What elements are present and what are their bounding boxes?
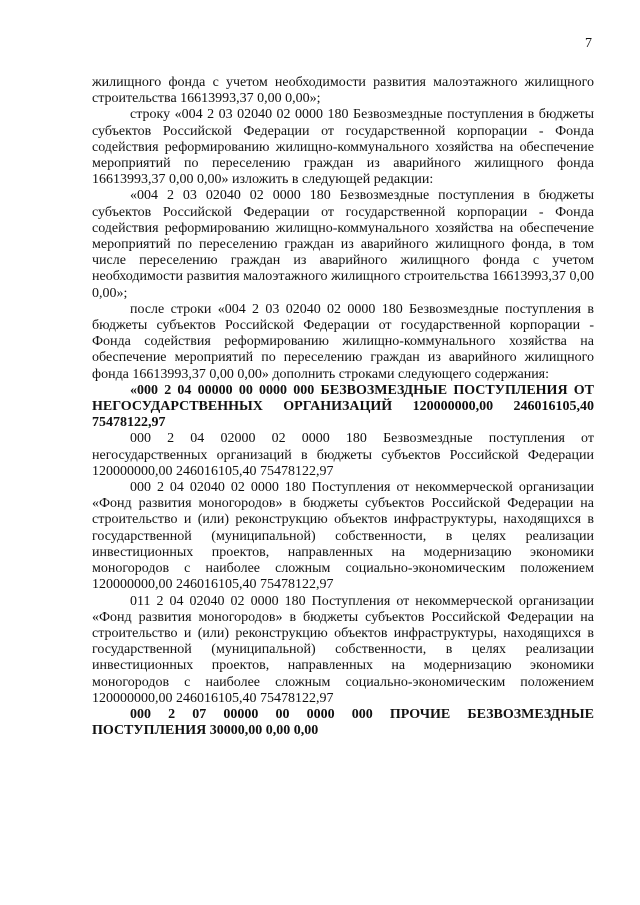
- document-body: [92, 75, 594, 739]
- paragraph-budget-line-02000: 000 2 04 02000 02 0000 180 Безвозмездные поступления от негосударственных организаций в бюджеты субъектов Российской Федерации 120000000,00 246016105,40 75478122,97: [92, 431, 594, 479]
- page-number: 7: [585, 36, 592, 51]
- paragraph-budget-line-000-02040: 000 2 04 02040 02 0000 180 Поступления от некоммерческой организации «Фонд развития моногородов» в бюджеты субъектов Российской Федерации на строительство и (или) реконструкцию объектов инфраструктуры, находящихся в государственной (муниципальной) собственности, в целях реализации инвестиционных проектов, направленных на модернизацию экономики моногородов с наиболее сложным социально-экономическим положением 120000000,00 246016105,40 75478122,97: [92, 480, 594, 593]
- paragraph-amendment-new: «004 2 03 02040 02 0000 180 Безвозмездные поступления в бюджеты субъектов Российской Федерации от государственной корпорации - Фонда содействия реформированию жилищно-коммунального хозяйства на обеспечение мероприятий по переселению граждан из аварийного жилищного фонда, в том числе переселению граждан из аварийного жилищного фонда с учетом необходимости развития малоэтажного жилищного строительства 16613993,37 0,00 0,00»;: [92, 188, 594, 301]
- paragraph-amendment-original: строку «004 2 03 02040 02 0000 180 Безвозмездные поступления в бюджеты субъектов Российской Федерации от государственной корпорации - Фонда содействия реформированию жилищно-коммунального хозяйства на обеспечение мероприятий по переселению граждан из аварийного жилищного фонда 16613993,37 0,00 0,00» изложить в следующей редакции:: [92, 107, 594, 188]
- paragraph-insert-instruction: после строки «004 2 03 02040 02 0000 180 Безвозмездные поступления в бюджеты субъектов Российской Федерации от государственной корпорации - Фонда содействия реформированию жилищно-коммунального хозяйства на обеспечение мероприятий по переселению граждан из аварийного жилищного фонда 16613993,37 0,00 0,00» дополнить строками следующего содержания:: [92, 301, 594, 382]
- paragraph-budget-line-011-02040: 011 2 04 02040 02 0000 180 Поступления от некоммерческой организации «Фонд развития моногородов» в бюджеты субъектов Российской Федерации на строительство и (или) реконструкцию объектов инфраструктуры, находящихся в государственной (муниципальной) собственности, в целях реализации инвестиционных проектов, направленных на модернизацию экономики моногородов с наиболее сложным социально-экономическим положением 120000000,00 246016105,40 75478122,97: [92, 593, 594, 706]
- paragraph-budget-heading-other: 000 2 07 00000 00 0000 000 ПРОЧИЕ БЕЗВОЗМЕЗДНЫЕ ПОСТУПЛЕНИЯ 30000,00 0,00 0,00: [92, 706, 594, 739]
- paragraph-budget-heading-non-state: «000 2 04 00000 00 0000 000 БЕЗВОЗМЕЗДНЫЕ ПОСТУПЛЕНИЯ ОТ НЕГОСУДАРСТВЕННЫХ ОРГАНИЗАЦИЙ 120000000,00 246016105,40 75478122,97: [92, 382, 594, 431]
- paragraph-continuation: жилищного фонда с учетом необходимости развития малоэтажного жилищного строительства 16613993,37 0,00 0,00»;: [92, 75, 594, 107]
